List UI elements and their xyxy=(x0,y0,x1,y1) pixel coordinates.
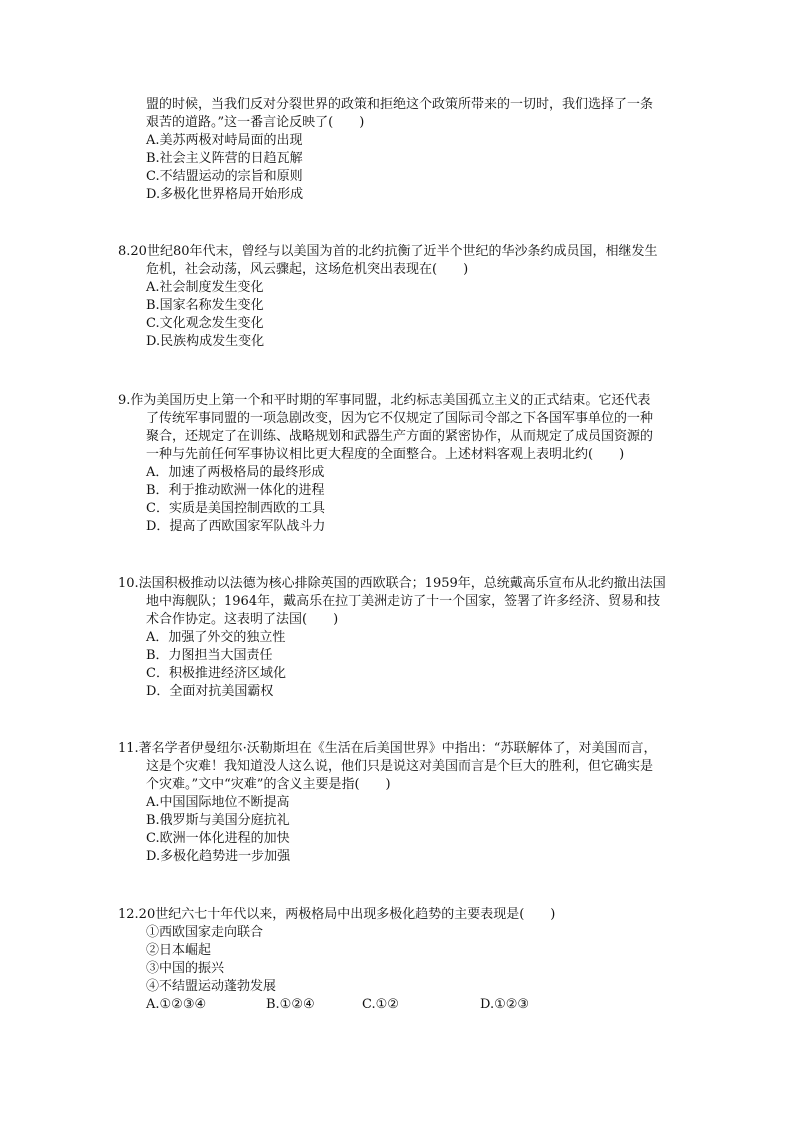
option-a: A.中国国际地位不断提高 xyxy=(146,795,290,810)
question-12 xyxy=(118,906,698,1014)
question-7-continued xyxy=(118,96,698,204)
options-row xyxy=(118,996,698,1014)
option-d: D．提高了西欧国家军队战斗力 xyxy=(146,519,326,534)
question-stem-line: 盟的时候，当我们反对分裂世界的政策和拒绝这个政策所带来的一切时，我们选择了一条 xyxy=(146,97,654,112)
option-a: A.社会制度发生变化 xyxy=(146,280,264,295)
option-d: D.多极化趋势进一步加强 xyxy=(146,849,291,864)
option-a: A.美苏两极对峙局面的出现 xyxy=(146,133,303,148)
option-a: A.①②③④ xyxy=(146,997,207,1012)
option-c: C.不结盟运动的宗旨和原则 xyxy=(146,169,303,184)
question-stem-line: 危机，社会动荡，风云骤起，这场危机突出表现在( ) xyxy=(146,262,469,277)
question-stem-line: 地中海舰队；1964年，戴高乐在拉丁美洲走访了十一个国家，签署了许多经济、贸易和技 xyxy=(146,594,661,609)
question-stem-line: 术合作协定。这表明了法国( ) xyxy=(146,612,339,627)
question-stem-line: 9.作为美国历史上第一个和平时期的军事同盟，北约标志美国孤立主义的正式结束。它还代表 xyxy=(118,393,651,408)
option-c: C．积极推进经济区域化 xyxy=(146,666,286,681)
question-stem-line: 12.20世纪六七十年代以来，两极格局中出现多极化趋势的主要表现是( ) xyxy=(118,907,556,922)
option-d: D.民族构成发生变化 xyxy=(146,334,265,349)
option-c: C．实质是美国控制西欧的工具 xyxy=(146,501,325,516)
question-stem-line: 了传统军事同盟的一项急剧改变，因为它不仅规定了国际司令部之下各国军事单位的一种 xyxy=(146,411,654,426)
question-stem-line: 个灾难。”文中“灾难”的含义主要是指( ) xyxy=(146,777,391,792)
statement-item: ③中国的振兴 xyxy=(146,961,225,976)
option-b: B.社会主义阵营的日趋瓦解 xyxy=(146,151,303,166)
option-b: B．力图担当大国责任 xyxy=(146,648,273,663)
question-stem-line: 11.著名学者伊曼纽尔·沃勒斯坦在《生活在后美国世界》中指出：“苏联解体了，对美国而言， xyxy=(118,741,657,756)
option-b: B.国家名称发生变化 xyxy=(146,298,264,313)
question-stem-line: 这是个灾难！我知道没人这么说，他们只是说这对美国而言是个巨大的胜利，但它确实是 xyxy=(146,759,654,774)
question-10 xyxy=(118,575,698,701)
statement-item: ④不结盟运动蓬勃发展 xyxy=(146,979,277,994)
question-11 xyxy=(118,740,698,866)
statement-item: ①西欧国家走向联合 xyxy=(146,925,264,940)
option-b: B.俄罗斯与美国分庭抗礼 xyxy=(146,813,290,828)
question-stem-line: 10.法国积极推动以法德为核心排除英国的西欧联合；1959年，总统戴高乐宣布从北约撤出法国 xyxy=(118,576,666,591)
option-d: D.①②③ xyxy=(480,997,530,1012)
option-d: D．全面对抗美国霸权 xyxy=(146,684,274,699)
question-stem-line: 8.20世纪80年代末，曾经与以美国为首的北约抗衡了近半个世纪的华沙条约成员国，相继发生 xyxy=(118,244,658,259)
option-a: A．加速了两极格局的最终形成 xyxy=(146,465,325,480)
question-stem-line: 一种与先前任何军事协议相比更大程度的全面整合。上述材料客观上表明北约( ) xyxy=(146,447,625,462)
question-stem-line: 聚合，还规定了在训练、战略规划和武器生产方面的紧密协作，从而规定了成员国资源的 xyxy=(146,429,654,444)
option-d: D.多极化世界格局开始形成 xyxy=(146,187,304,202)
statement-item: ②日本崛起 xyxy=(146,943,212,958)
question-9 xyxy=(118,392,698,536)
option-c: C.①② xyxy=(362,997,399,1012)
question-8 xyxy=(118,243,698,351)
option-c: C.文化观念发生变化 xyxy=(146,316,264,331)
option-c: C.欧洲一体化进程的加快 xyxy=(146,831,290,846)
question-stem-line: 艰苦的道路。”这一番言论反映了( ) xyxy=(146,115,365,130)
option-b: B.①②④ xyxy=(266,997,315,1012)
option-a: A．加强了外交的独立性 xyxy=(146,630,286,645)
option-b: B．利于推动欧洲一体化的进程 xyxy=(146,483,325,498)
